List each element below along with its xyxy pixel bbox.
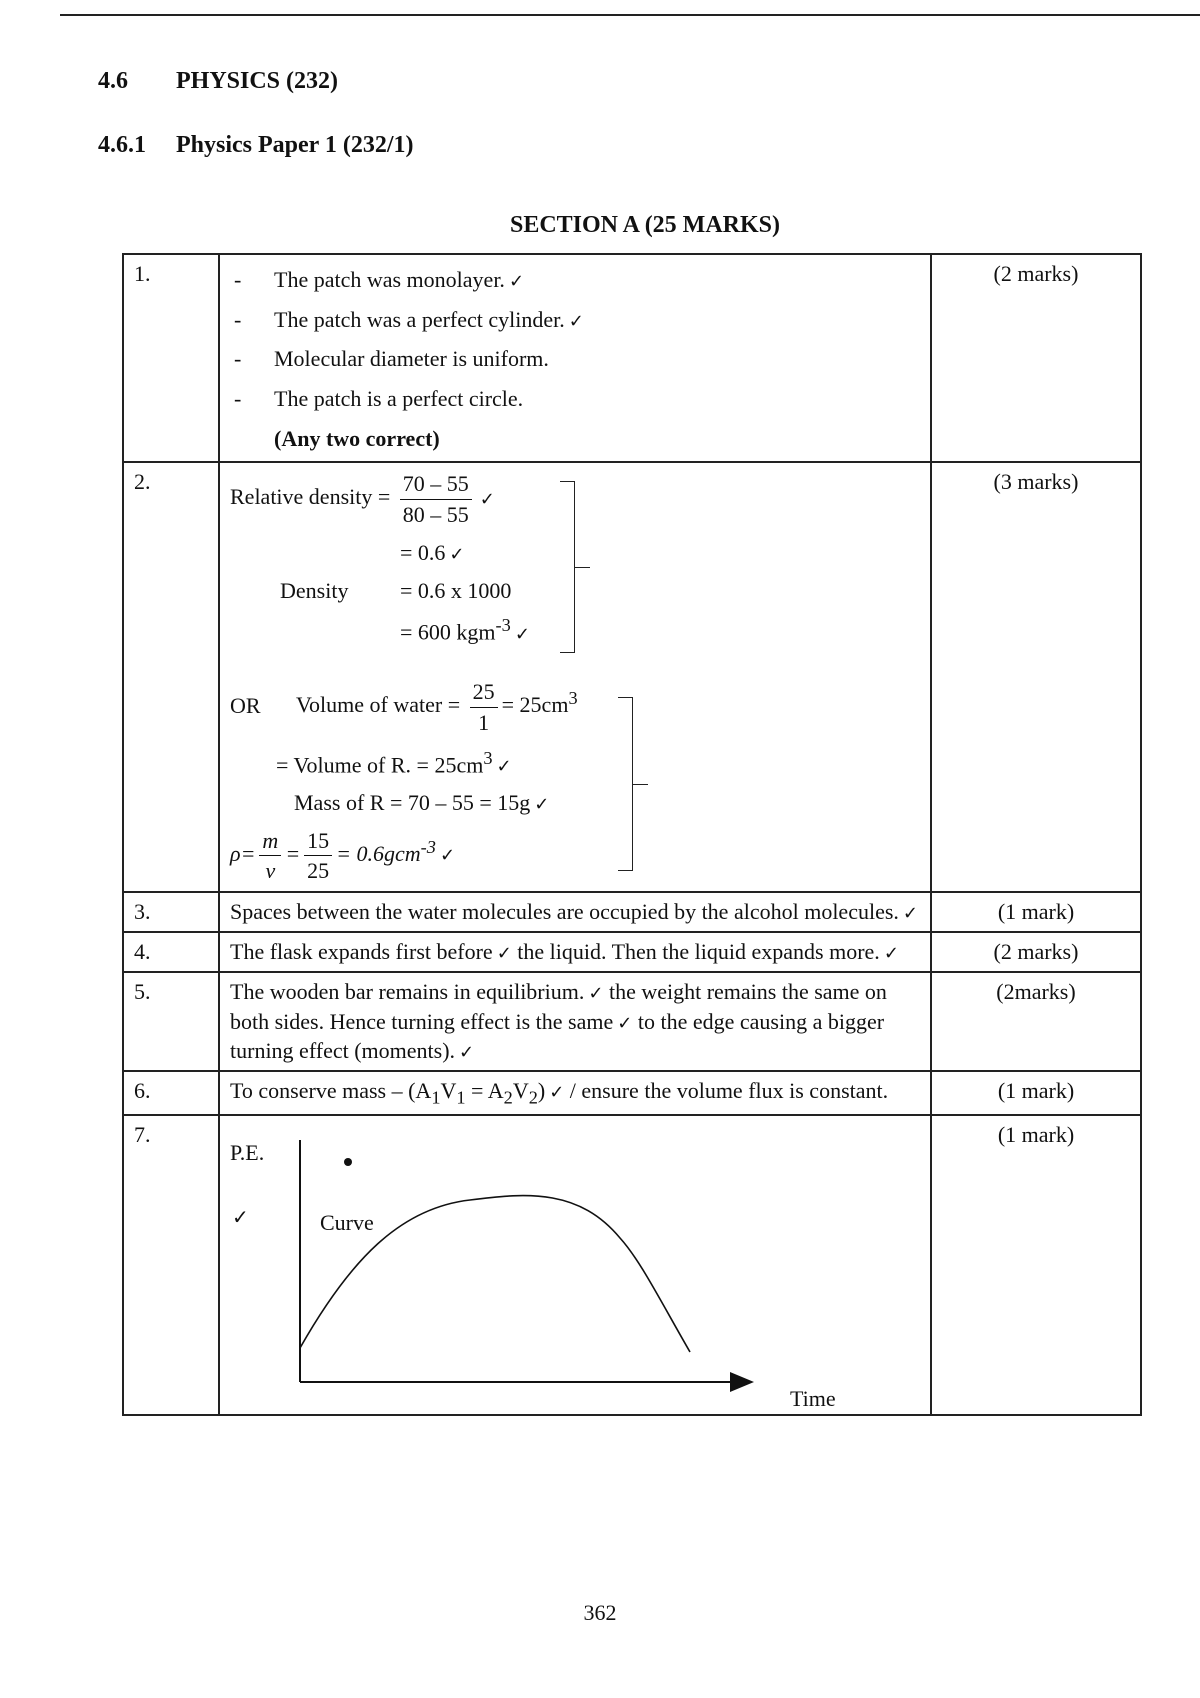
fraction <box>470 677 498 737</box>
marks-cell: (2 marks) <box>931 932 1141 972</box>
equals: = <box>285 840 301 866</box>
mass-r-line <box>230 788 920 818</box>
or-label: OR <box>230 692 261 718</box>
denominator: 80 – 55 <box>402 502 469 528</box>
answer-text: = A <box>465 1077 504 1103</box>
page-number: 362 <box>583 1600 617 1625</box>
subscript: 1 <box>431 1087 441 1108</box>
table-row <box>123 932 1141 972</box>
answer-note: (Any two correct) <box>274 425 440 451</box>
answer-cell <box>219 972 931 1071</box>
answer-text: ) <box>537 1077 546 1103</box>
answer-text: to the edge causing a bigger turning effect (moments). <box>230 1008 885 1064</box>
heading-physics <box>98 68 338 95</box>
marks-cell: (1 mark) <box>931 1115 1141 1415</box>
marks-cell: (1 mark) <box>931 892 1141 932</box>
check-icon: ✓ <box>479 488 495 510</box>
table-row <box>123 462 1141 892</box>
rd-label: Relative density = <box>230 484 391 510</box>
check-icon: ✓ <box>902 903 918 925</box>
answer-cell <box>219 932 931 972</box>
subscript: 1 <box>456 1087 466 1108</box>
question-number: 6. <box>123 1071 219 1115</box>
answer-text: The patch was a perfect cylinder. <box>274 306 565 332</box>
marks-cell: (3 marks) <box>931 462 1141 892</box>
check-icon: ✓ <box>568 310 584 332</box>
table-row <box>123 254 1141 462</box>
answer-list <box>230 265 920 414</box>
heading-number: 4.6.1 <box>98 132 146 158</box>
list-item <box>234 305 920 335</box>
check-icon: ✓ <box>232 1205 249 1229</box>
question-number: 3. <box>123 892 219 932</box>
fraction <box>304 826 332 886</box>
numerator: 25 <box>470 677 498 708</box>
check-icon: ✓ <box>549 1081 565 1103</box>
section-title: SECTION A (25 MARKS) <box>509 212 781 238</box>
denominator: 1 <box>478 710 490 736</box>
check-icon: ✓ <box>496 943 512 965</box>
answer-cell <box>219 462 931 892</box>
check-icon: ✓ <box>617 1012 633 1034</box>
answer-text: the weight remains the same on both sides. Hence turning effect is the same <box>230 978 887 1034</box>
question-number: 7. <box>123 1115 219 1415</box>
numerator: 70 – 55 <box>400 469 472 500</box>
density-label: Density <box>280 577 349 603</box>
y-axis-label: P.E. <box>230 1140 265 1165</box>
answer-text: The patch is a perfect circle. <box>274 386 524 412</box>
subscript: 2 <box>528 1087 538 1108</box>
question-number: 1. <box>123 254 219 462</box>
check-icon: ✓ <box>439 844 456 866</box>
pe-time-graph <box>230 1120 920 1410</box>
brace <box>560 481 575 653</box>
exponent: 3 <box>483 747 493 768</box>
check-icon: ✓ <box>449 543 465 565</box>
brace <box>618 697 633 871</box>
density-calc: = 0.6 x 1000 <box>400 577 512 603</box>
table-row <box>123 1071 1141 1115</box>
check-icon: ✓ <box>459 1042 475 1064</box>
density-result: = 600 kgm <box>400 619 496 645</box>
answer-cell <box>219 892 931 932</box>
exponent: 3 <box>568 688 578 709</box>
table-row <box>123 972 1141 1071</box>
question-number: 4. <box>123 932 219 972</box>
denominator: 25 <box>307 858 330 884</box>
volume-calculation <box>230 677 920 887</box>
answer-text: The patch was monolayer. <box>274 267 505 292</box>
check-icon: ✓ <box>534 793 550 815</box>
marks-cell: (2 marks) <box>931 254 1141 462</box>
list-item <box>234 384 920 414</box>
heading-title: Physics Paper 1 (232/1) <box>176 132 414 158</box>
question-number: 5. <box>123 972 219 1071</box>
fraction <box>259 826 281 886</box>
heading-title: PHYSICS (232) <box>176 68 339 94</box>
answer-text: To conserve mass – (A <box>230 1077 432 1103</box>
question-number: 2. <box>123 462 219 892</box>
answer-text: V <box>512 1077 529 1103</box>
marks-cell: (2marks) <box>931 972 1141 1071</box>
answer-text: The wooden bar remains in equilibrium. <box>230 978 585 1004</box>
volume-r-line <box>230 746 920 780</box>
answer-text: / ensure the volume flux is constant. <box>564 1077 889 1103</box>
answer-cell <box>219 254 931 462</box>
check-icon: ✓ <box>496 756 512 778</box>
answer-text: The flask expands first before <box>230 939 493 965</box>
density-line <box>230 576 920 606</box>
top-rule <box>60 14 1200 16</box>
rho-result: = 0.6gcm <box>336 840 421 866</box>
check-icon: ✓ <box>508 271 525 292</box>
numerator: m <box>259 826 281 857</box>
fraction <box>400 469 472 529</box>
marks-cell: (1 mark) <box>931 1071 1141 1115</box>
equals: = <box>240 840 256 866</box>
density-result-line <box>230 613 920 647</box>
heading-paper <box>98 132 414 159</box>
rho-symbol: ρ <box>230 840 241 866</box>
numerator: 15 <box>304 826 332 857</box>
denominator: v <box>265 858 276 884</box>
table-row <box>123 892 1141 932</box>
answer-cell <box>219 1071 931 1115</box>
x-axis-label: Time <box>790 1386 836 1410</box>
list-item <box>234 344 920 374</box>
curve-label: Curve <box>320 1210 374 1235</box>
volume-result: = 25cm <box>501 692 569 718</box>
point-mark <box>344 1158 352 1166</box>
volume-label: Volume of water = <box>296 692 461 718</box>
exponent: -3 <box>495 615 511 636</box>
rho-line <box>230 826 920 886</box>
answer-text: the liquid. Then the liquid expands more. <box>517 939 880 965</box>
exponent: -3 <box>420 836 436 857</box>
rd-result: = 0.6 <box>400 539 446 565</box>
subscript: 2 <box>503 1087 513 1108</box>
table-row <box>123 1115 1141 1415</box>
answer-text: Molecular diameter is uniform. <box>274 346 549 372</box>
heading-number: 4.6 <box>98 68 128 94</box>
check-icon: ✓ <box>588 982 604 1004</box>
volume-r: = Volume of R. = 25cm <box>276 752 484 778</box>
answer-cell <box>219 1115 931 1415</box>
rd-result-line <box>230 538 920 568</box>
relative-density-calculation <box>230 469 920 669</box>
marking-scheme-table <box>122 253 1142 1416</box>
mass-r: Mass of R = 70 – 55 = 15g <box>294 789 531 815</box>
check-icon: ✓ <box>883 943 899 965</box>
pe-time-sketch <box>230 1120 870 1410</box>
answer-text: Spaces between the water molecules are occupied by the alcohol molecules. <box>230 899 899 925</box>
volume-line <box>230 677 920 737</box>
answer-text: V <box>440 1077 457 1103</box>
list-item <box>234 265 920 295</box>
check-icon: ✓ <box>514 623 530 645</box>
